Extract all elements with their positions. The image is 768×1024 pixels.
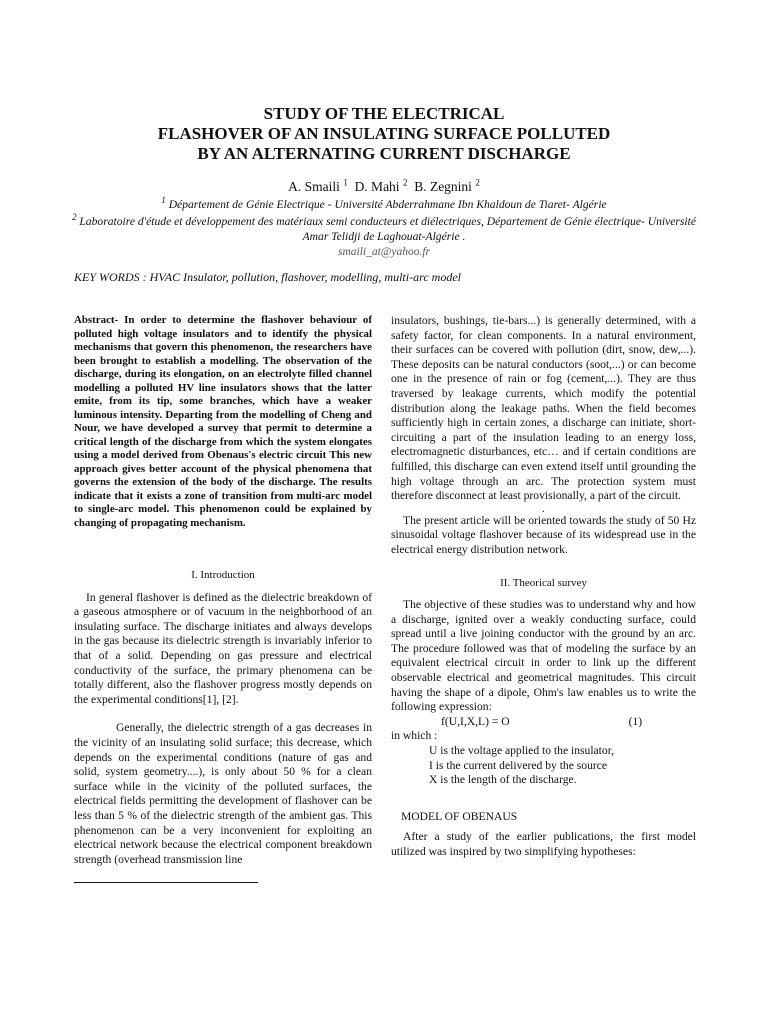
author-name: D. Mahi [354, 179, 400, 194]
footnote-rule [74, 882, 258, 883]
title-line-1: STUDY OF THE ELECTRICAL [263, 104, 505, 123]
equation-number: (1) [628, 714, 643, 728]
affiliation-text: Laboratoire d'étude et développement des matériaux semi conducteurs et diélectriques, Département de Génie électrique- Université Amar Telidji de Laghouat-Algérie . [79, 215, 697, 243]
equation-1 [441, 715, 696, 730]
paper-title [60, 104, 708, 164]
section-heading-introduction: I. Introduction [191, 569, 255, 581]
paragraph: In general flashover is defined as the dielectric breakdown of a gaseous atmosphere or of vacuum in the neighborhood of an insulating surface. The discharge initiates and always develops in the gas because its dielectric strength is invariably inferior to that of a solid. Depending on gas pressure and electrical conductivity of the surface, the primary phenomena can be totally different, also the flashover progress mostly depends on the experimental conditions[1], [2]. [74, 590, 372, 706]
author-name: B. Zegnini [414, 179, 472, 194]
author-name: A. Smaili [288, 179, 340, 194]
paragraph: After a study of the earlier publications, the first model utilized was inspired by two simplifying hypotheses: [391, 830, 696, 858]
section-heading-theorical-survey: II. Theorical survey [500, 576, 587, 589]
left-column [74, 314, 372, 867]
affiliation-mark: 2 [71, 212, 77, 223]
stray-dot: . [542, 501, 545, 515]
author-list [60, 179, 708, 195]
paragraph: The present article will be oriented towards the study of 50 Hz sinusoidal voltage flashover because of its widespread use in the electrical energy distribution network. [391, 513, 696, 556]
keywords: KEY WORDS : HVAC Insulator, pollution, flashover, modelling, multi-arc model [74, 270, 461, 284]
affiliation-1 [60, 197, 708, 212]
author-affiliation-mark: 2 [402, 177, 408, 188]
abstract: Abstract- In order to determine the flashover behaviour of polluted high voltage insulators and to identify the physical mechanisms that govern this phenomenon, the researchers have been brought to establish a modelling. The observation of the discharge, during its elongation, on an electrolyte filled channel modelling a polluted HV line insulators shows that the latter emite, from its tip, some branches, which have a weaker luminous intensity. Departing from the modelling of Cheng and Nour, we have developed a survey that permit to determine a critical length of the discharge from which the system elongates using a model derived from Obenaus's electric circuit This new approach gives better account of the physical phenomena that governs the extension of the body of the discharge. The results indicate that it exists a zone of transition from multi-arc model to single-arc model. This phenomenon could be explained by changing of propagating mechanism. [74, 314, 372, 529]
definition-intro: in which : [391, 729, 438, 743]
title-line-2: FLASHOVER OF AN INSULATING SURFACE POLLUTED [157, 124, 611, 143]
right-column [391, 314, 696, 860]
subsection-heading-model-of-obenaus: MODEL OF OBENAUS [401, 809, 518, 823]
paragraph: Generally, the dielectric strength of a gas decreases in the vicinity of an insulating solid surface; this decrease, which depends on the experimental conditions (nature of gas and solid, system geometry....), is only about 50 % for a clean surface while in the vicinity of the polluted surfaces, the electrical fields permitting the development of flashover can be less than 5 % of the dielectric strength of the ambient gas. This phenomenon can be a very inconvenient for exploiting an electrical network because the electrical component breakdown strength (overhead transmission line [74, 721, 372, 866]
author-affiliation-mark: 1 [343, 177, 348, 188]
title-line-3: BY AN ALTERNATING CURRENT DISCHARGE [197, 144, 571, 163]
definition-x: X is the length of the discharge. [429, 773, 577, 787]
affiliation-2 [60, 214, 708, 244]
paragraph: The objective of these studies was to understand why and how a discharge, ignited over a weakly conducting surface, could spread until a live joining conductor with the ground by an arc. The procedure followed was that of modeling the surface by an equivalent electrical circuit in order to link up the different observable electrical and geometrical magnitudes. This circuit having the shape of a dipole, Ohm's law enables us to write the following expression: [391, 598, 696, 714]
definition-u: U is the voltage applied to the insulator, [429, 744, 614, 758]
author-affiliation-mark: 2 [475, 177, 480, 188]
paragraph: insulators, bushings, tie-bars...) is generally determined, with a safety factor, for clean components. In a natural environment, their surfaces can be covered with pollution (dirt, snow, dew,...). These deposits can be natural conductors (soot,...) or can become one in the presence of rain or fog (cement,...). They are thus traversed by leakage currents, which modify the potential distribution along the leakage paths. When the field becomes sufficiently high in certain zones, a discharge can initiate, short-circuiting a part of the insulation leading to an energy loss, electromagnetic disturbances, etc… and if certain conditions are fulfilled, this discharge can even extend itself until grounding the high voltage through an arc. The protection system must therefore disconnect at least provisionally, a part of the circuit. [391, 314, 696, 503]
author-email: smaili_at@yahoo.fr [337, 246, 431, 258]
equation-text: f(U,I,X,L) = O [441, 714, 510, 728]
affiliation-text: Département de Génie Electrique - Université Abderrahmane Ibn Khaldoun de Tiaret- Algérie [168, 198, 607, 211]
definition-i: I is the current delivered by the source [429, 758, 608, 772]
affiliation-mark: 1 [161, 195, 166, 206]
